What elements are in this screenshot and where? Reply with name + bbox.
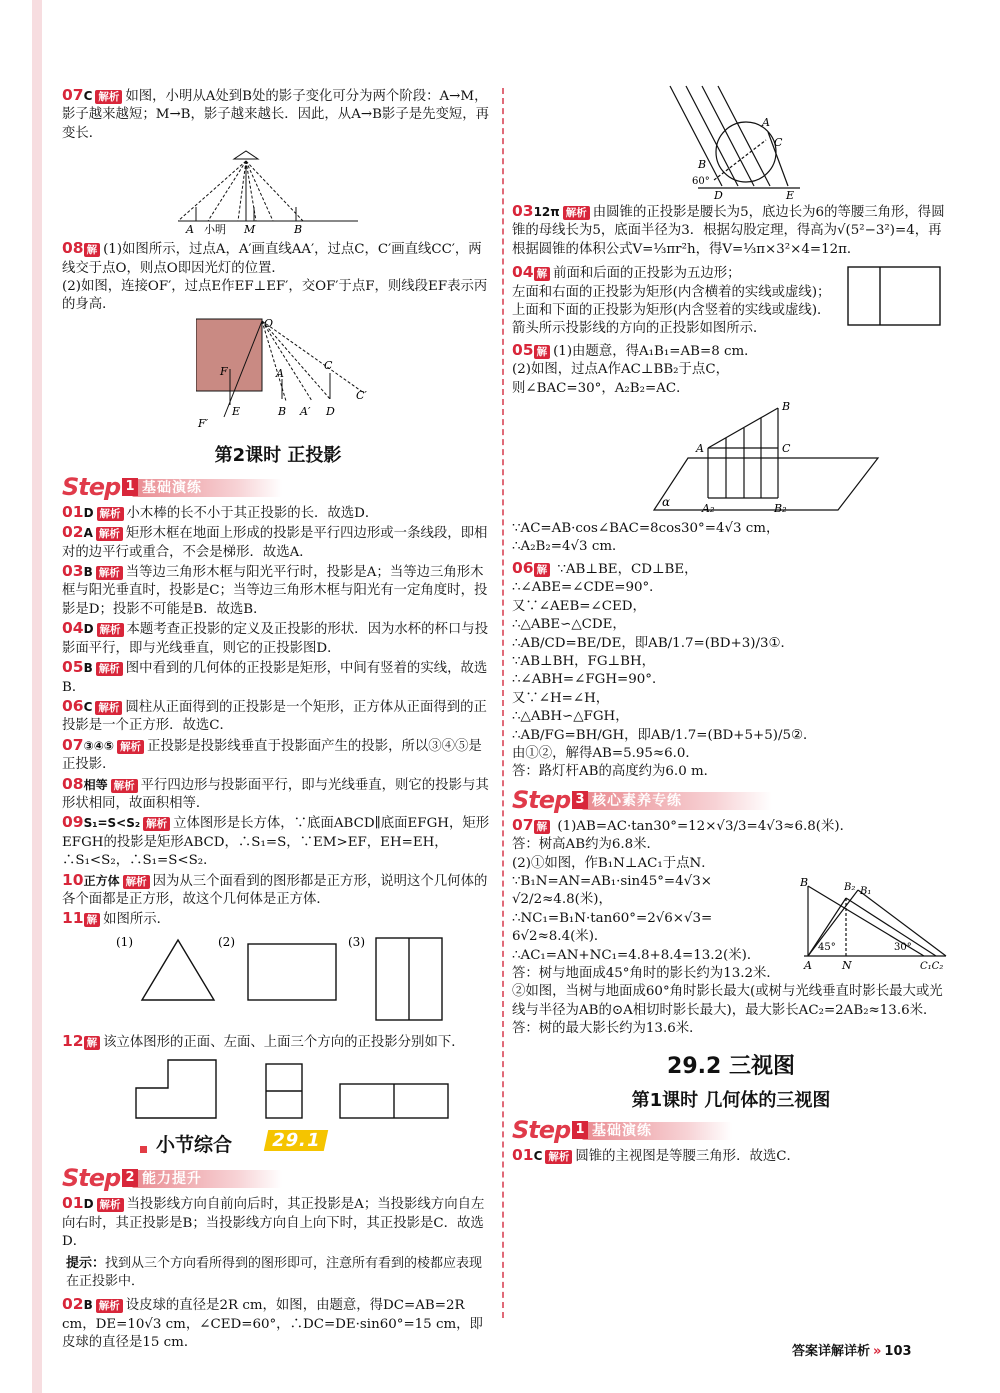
step2-items bbox=[62, 1194, 494, 1251]
item-tag: 解 bbox=[534, 820, 551, 834]
column-divider bbox=[502, 88, 504, 1318]
fig05-b2: B₂ bbox=[774, 502, 787, 516]
step1-items bbox=[62, 503, 494, 930]
section-title: 29.2 三视图 bbox=[667, 1053, 795, 1079]
item-r01 bbox=[512, 1146, 950, 1166]
step-word: Step bbox=[62, 472, 121, 501]
item-text: 立体图形是长方体，∵底面ABCD∥底面EFGH，矩形EFGH的投影是矩形ABCD，∴S₁=S，∵EM>EF，EH=EH，∴S₁<S₂，∴S₁=S<S₂． bbox=[62, 816, 490, 869]
item-number: 01 bbox=[62, 502, 84, 521]
r07-line: √2/2≈4.8(米)， bbox=[512, 892, 612, 908]
item-text: 由圆锥的正投影是腰长为5，底边长为6的等腰三角形，得圆锥的母线长为5，底面半径为3．根据勾股定理，得高为√(5²−3²)=4，再根据圆锥的体积公式V=⅓πr²h，得V=⅓π×3²×4=12π． bbox=[512, 205, 945, 257]
item-text: 当等边三角形木框与阳光平行时，投影是A；当等边三角形木框与阳光垂直时，投影是C；当等边三角形木框与阳光有一定角度时，投影是D；投影不可能是B．故选B． bbox=[62, 565, 488, 617]
figure-08-light bbox=[196, 317, 436, 429]
item-number: 05 bbox=[62, 658, 84, 677]
item-text: 设皮球的直径是2R cm，如图，由题意，得DC=AB=2R cm，DE=10√3 cm，∠CED=60°，∴DC=DE·sin60°=15 cm，即皮球的直径是15 cm． bbox=[62, 1298, 483, 1351]
r05-line-0: (1)由题意，得A₁B₁=AB=8 cm． bbox=[553, 343, 758, 359]
item-text: 正投影是投影线垂直于投影面产生的投影，所以③④⑤是正投影． bbox=[62, 738, 482, 773]
r05-line-2: 则∠BAC=30°，A₂B₂=AC． bbox=[512, 380, 690, 396]
r06-line: ∴AB/CD=BE/DE，即AB/1.7=(BD+3)/3①． bbox=[512, 635, 794, 651]
step-number: 1 bbox=[572, 1121, 588, 1139]
item-answer: C bbox=[533, 1148, 543, 1163]
fig07-label-a: A bbox=[186, 223, 194, 237]
item-tag: 解析 bbox=[95, 701, 122, 715]
item-number: 02 bbox=[62, 1295, 84, 1314]
item-answer: 相等 bbox=[83, 777, 108, 792]
fig08-d: D bbox=[326, 404, 335, 418]
r05-after-1: ∴A₂B₂=4√3 cm． bbox=[512, 539, 626, 555]
item-answer: D bbox=[83, 505, 94, 520]
item-r03 bbox=[512, 202, 950, 259]
step-2-banner bbox=[62, 1164, 494, 1193]
fig11-label-3: (3) bbox=[348, 934, 365, 949]
item-02 bbox=[62, 1295, 494, 1352]
item-number: 01 bbox=[512, 1145, 534, 1164]
item-r07-text bbox=[512, 816, 950, 1039]
item-number: 02 bbox=[62, 523, 84, 542]
list-item bbox=[62, 775, 494, 814]
fig07-label-person: 小明 bbox=[204, 223, 226, 237]
fig07r-c1c2: C₁C₂ bbox=[920, 960, 944, 972]
item-number: 07 bbox=[62, 86, 84, 104]
fig07r-n: N bbox=[842, 958, 852, 972]
fig02-angle: 60° bbox=[692, 176, 710, 187]
right-column bbox=[512, 88, 950, 1166]
item-text: 圆锥的主视图是等腰三角形．故选C． bbox=[575, 1148, 800, 1164]
left-column bbox=[62, 88, 494, 1353]
fig08-a: A bbox=[276, 366, 284, 380]
fig08-fp: F′ bbox=[198, 416, 209, 429]
item-answer: A bbox=[83, 526, 93, 541]
r06-line: 由①②，解得AB=5.95≈6.0． bbox=[512, 745, 699, 761]
item-r06 bbox=[512, 559, 950, 782]
r07-line: ∴AC₁=AN+NC₁=4.8+8.4=13.2(米)． bbox=[512, 947, 761, 963]
item-tag: 解析 bbox=[97, 623, 124, 637]
fig02-b: B bbox=[698, 158, 707, 171]
item-tag: 解 bbox=[534, 563, 551, 577]
item-tag: 解 bbox=[84, 913, 101, 927]
item-tag: 解析 bbox=[96, 566, 123, 580]
step-number: 3 bbox=[572, 791, 588, 809]
r07-line: (1)AB=AC·tan30°=12×√3/3=4√3≈6.8(米)． bbox=[557, 818, 854, 834]
section-summary bbox=[62, 1126, 494, 1160]
item-number: 06 bbox=[62, 696, 84, 715]
step-number: 1 bbox=[122, 478, 138, 496]
item-tag: 解析 bbox=[563, 206, 590, 220]
item-answer: ③④⑤ bbox=[83, 738, 115, 753]
item-answer: S₁=S<S₂ bbox=[83, 816, 141, 831]
step-label: 基础演练 bbox=[592, 1122, 652, 1139]
item-text: 圆柱从正面得到的正投影是一个矩形，正方体从正面得到的正投影是一个正方形．故选C． bbox=[62, 699, 487, 734]
item-text: 该立体图形的正面、左面、上面三个方向的正投影分别如下． bbox=[103, 1034, 465, 1050]
summary-code: 29.1 bbox=[264, 1130, 329, 1151]
r06-line: ∴∠ABE=∠CDE=90°． bbox=[512, 580, 663, 596]
item-tag: 解 bbox=[84, 243, 101, 257]
item-tag: 解析 bbox=[96, 662, 123, 676]
item-number: 06 bbox=[512, 558, 534, 577]
margin-bar bbox=[32, 0, 42, 1393]
step-label: 基础演练 bbox=[142, 479, 202, 496]
item-answer: C bbox=[83, 89, 93, 103]
r05-after-0: ∵AC=AB·cos∠BAC=8cos30°=4√3 cm， bbox=[512, 521, 780, 537]
figure-04-view bbox=[846, 265, 942, 327]
figure-11-projections bbox=[92, 934, 472, 1026]
page-number: 103 bbox=[884, 1344, 912, 1359]
fig11-label-2: (2) bbox=[218, 934, 235, 949]
footer-label: 答案详解详析 bbox=[792, 1344, 871, 1359]
step-number: 2 bbox=[122, 1169, 138, 1187]
item-answer: 12π bbox=[533, 205, 560, 219]
item-text: 图中看到的几何体的正投影是矩形，中间有竖着的实线，故选B． bbox=[62, 661, 488, 695]
item-number: 11 bbox=[62, 909, 84, 928]
list-item bbox=[62, 1194, 494, 1251]
item-tag: 解析 bbox=[96, 1299, 123, 1313]
r06-line: ∵AB⊥BE，CD⊥BE， bbox=[557, 561, 698, 577]
r04-line-3: 箭头所示投影线的方向的正投影如图所示． bbox=[512, 321, 767, 337]
fig07-label-b: B bbox=[294, 223, 303, 237]
item-answer: D bbox=[83, 1197, 94, 1212]
item-tag: 解 bbox=[84, 1036, 101, 1050]
fig05-a2: A₂ bbox=[702, 502, 715, 516]
fig02-a: A bbox=[762, 116, 770, 129]
item-text: 本题考查正投影的定义及正投影的形状．因为水杯的杯口与投影面平行，即与光线垂直，则它的正投影图D． bbox=[62, 622, 489, 656]
step-label: 能力提升 bbox=[142, 1171, 202, 1188]
page-footer bbox=[792, 1340, 912, 1359]
figure-02-ball bbox=[662, 82, 822, 200]
item-text-p1: (1)如图所示，过点A，A′画直线AA′，过点C，C′画直线CC′，两线交于点O，则点O即因光灯的位置． bbox=[62, 242, 482, 276]
item-number: 04 bbox=[512, 263, 534, 282]
r07-line: (2)①如图，作B₁N⊥AC₁于点N． bbox=[512, 855, 715, 871]
r07-line: 答：树与地面成45°角时的影长约为13.2米． bbox=[512, 966, 780, 981]
step-word: Step bbox=[62, 1164, 121, 1193]
figure-07-lamp bbox=[178, 149, 378, 237]
item-12 bbox=[62, 1032, 494, 1052]
fig05-c: C bbox=[782, 442, 791, 456]
item-text: 小木棒的长不小于其正投影的长．故选D． bbox=[126, 505, 379, 521]
r04-line-2: 上面和下面的正投影为矩形(内含竖着的实线或虚线)． bbox=[512, 303, 831, 319]
hint-label: 提示： bbox=[66, 1256, 106, 1272]
list-item bbox=[62, 736, 494, 775]
fig07r-b: B bbox=[800, 875, 809, 889]
r07-line: 答：树高AB约为6.8米． bbox=[512, 837, 660, 853]
fig05-a: A bbox=[696, 442, 704, 456]
item-number: 07 bbox=[62, 735, 84, 754]
item-tag: 解析 bbox=[123, 875, 150, 889]
item-answer: B bbox=[83, 661, 93, 676]
item-tag: 解析 bbox=[96, 527, 123, 541]
list-item bbox=[62, 523, 494, 562]
item-tag: 解析 bbox=[111, 779, 138, 793]
item-r04 bbox=[512, 263, 950, 339]
item-answer: D bbox=[83, 622, 94, 637]
fig07r-a45: 45° bbox=[818, 941, 836, 953]
r04-line-1: 左面和右面的正投影为矩形(内含横着的实线或虚线)； bbox=[512, 284, 831, 300]
list-item bbox=[62, 871, 494, 910]
item-r05 bbox=[512, 341, 950, 398]
r07-line: 答：树的最大影长约为13.6米． bbox=[512, 1021, 703, 1037]
step-word: Step bbox=[512, 1115, 571, 1144]
r07-line: ∵B₁N=AN=AB₁·sin45°=4√3× bbox=[512, 873, 712, 889]
list-item bbox=[62, 503, 494, 523]
fig02-e: E bbox=[786, 189, 795, 200]
list-item bbox=[62, 658, 494, 697]
fig07-label-m: M bbox=[244, 223, 256, 237]
r06-line: 答：路灯杆AB的高度约为6.0 m． bbox=[512, 764, 718, 780]
item-text: 当投影线方向自前向后时，其正投影是A；当投影线方向自左向右时，其正投影是B；当投影线方向自上向下时，其正投影是C．故选D． bbox=[62, 1197, 485, 1249]
item-number: 08 bbox=[62, 239, 84, 258]
r06-line: ∴∠ABH=∠FGH=90°． bbox=[512, 672, 666, 688]
step-label: 核心素养专练 bbox=[592, 792, 682, 809]
fig08-f: F bbox=[220, 364, 228, 378]
lesson-1-title: 第1课时 几何体的三视图 bbox=[631, 1089, 831, 1111]
r04-line-0: 前面和后面的正投影为五边形； bbox=[553, 266, 741, 282]
fig07r-b2: B₂ bbox=[844, 881, 856, 893]
step-3-banner bbox=[512, 785, 950, 814]
item-number: 12 bbox=[62, 1031, 84, 1050]
r06-line: ∴AB/FG=BH/GH，即AB/1.7=(BD+5+5)/5②． bbox=[512, 727, 817, 743]
item-text: 因为从三个面看到的图形都是正方形，说明这个几何体的各个面都是正方形，故这个几何体是正方体． bbox=[62, 873, 488, 907]
r07-line: ∴NC₁=B₁N·tan60°=2√6×√3= bbox=[512, 910, 713, 926]
item-tag: 解析 bbox=[97, 507, 124, 521]
item-number: 07 bbox=[512, 815, 534, 834]
fig08-b: B bbox=[278, 404, 287, 418]
item-tag: 解 bbox=[534, 267, 551, 281]
list-item bbox=[62, 697, 494, 736]
figure-05-plane bbox=[648, 402, 898, 518]
item-text-p2: (2)如图，连接OF′，过点E作EF⊥EF′，交OF′于点F，则线段EF表示丙的身高． bbox=[62, 279, 488, 313]
fig07r-b1: B₁ bbox=[860, 885, 872, 897]
r07-line: ②如图，当树与地面成60°角时影长最大(或树与光线垂直时影长最大或光线与半径为AB的⊙A相切时影长最大)，最大影长AC₂=2AB₂≈13.6米． bbox=[512, 984, 943, 1018]
item-number: 09 bbox=[62, 813, 84, 832]
fig08-c: C bbox=[324, 358, 333, 372]
item-tag: 解析 bbox=[97, 1198, 124, 1212]
fig07r-a: A bbox=[804, 958, 812, 972]
item-text: 矩形木框在地面上形成的投影是平行四边形或一条线段，即相对的边平行或重合，不会是梯形．故选A． bbox=[62, 526, 488, 560]
hint-text: 找到从三个方向看所得到的图形即可，注意所有看到的棱都应表现在正投影中． bbox=[66, 1256, 483, 1290]
fig05-b: B bbox=[782, 402, 791, 414]
item-number: 03 bbox=[62, 562, 84, 581]
item-answer: B bbox=[83, 565, 93, 580]
fig05-alpha: α bbox=[662, 495, 671, 510]
item-text: 如图所示． bbox=[103, 912, 171, 928]
r06-line: ∴△ABE∽△CDE， bbox=[512, 617, 626, 633]
item-answer: C bbox=[83, 699, 93, 714]
r05-line-1: (2)如图，过点A作AC⊥BB₂于点C， bbox=[512, 362, 729, 378]
r06-line: 又∵∠H=∠H， bbox=[512, 690, 610, 706]
item-tag: 解析 bbox=[117, 740, 144, 754]
item-number: 10 bbox=[62, 870, 84, 889]
step-1-banner bbox=[62, 472, 494, 501]
fig08-cp: C′ bbox=[356, 388, 367, 402]
item-08 bbox=[62, 239, 494, 315]
item-number: 04 bbox=[62, 619, 84, 638]
fig11-label-1: (1) bbox=[116, 934, 133, 949]
list-item bbox=[62, 813, 494, 870]
item-text: 如图，小明从A处到B处的影子变化可分为两个阶段：A→M，影子越来越短；M→B，影子越来越长．因此，从A→B影子是先变短，再变长． bbox=[62, 89, 490, 141]
item-r04-text bbox=[512, 263, 832, 339]
item-tag: 解析 bbox=[95, 90, 122, 104]
summary-bullet bbox=[140, 1146, 147, 1153]
item-r07 bbox=[512, 816, 950, 1039]
r06-line: ∴△ABH∽△FGH， bbox=[512, 709, 629, 725]
item-tag: 解析 bbox=[545, 1150, 572, 1164]
item-number: 01 bbox=[62, 1194, 84, 1213]
fig08-ap: A′ bbox=[300, 404, 311, 418]
footer-arrows-icon: » bbox=[873, 1344, 882, 1359]
item-tag: 解析 bbox=[143, 817, 170, 831]
fig07r-a30: 30° bbox=[894, 941, 912, 953]
item-answer: 正方体 bbox=[83, 873, 120, 888]
r06-line: 又∵∠AEB=∠CED， bbox=[512, 598, 646, 614]
item-answer: B bbox=[83, 1298, 93, 1313]
item-number: 08 bbox=[62, 774, 84, 793]
lesson-2-title: 第2课时 正投影 bbox=[214, 444, 342, 466]
fig08-o: O bbox=[264, 316, 274, 330]
fig02-d: D bbox=[714, 189, 723, 200]
r06-line: ∵AB⊥BH，FG⊥BH， bbox=[512, 653, 656, 669]
fig08-e: E bbox=[232, 404, 241, 418]
list-item bbox=[62, 562, 494, 619]
figure-12-views bbox=[132, 1056, 492, 1120]
hint bbox=[66, 1255, 494, 1291]
list-item bbox=[62, 619, 494, 658]
list-item bbox=[62, 909, 494, 929]
r07-line: 6√2≈8.4(米)． bbox=[512, 929, 608, 945]
step-word: Step bbox=[512, 785, 571, 814]
item-number: 05 bbox=[512, 340, 534, 359]
item-text: 平行四边形与投影面平行，即与光线垂直，则它的投影与其形状相同，故面积相等． bbox=[62, 777, 489, 811]
fig02-c: C bbox=[774, 136, 783, 149]
step-4-banner bbox=[512, 1115, 950, 1144]
summary-title: 小节综合 bbox=[156, 1134, 233, 1157]
item-r05-after bbox=[512, 520, 950, 557]
item-07 bbox=[62, 86, 494, 143]
item-number: 03 bbox=[512, 202, 534, 220]
item-tag: 解 bbox=[534, 345, 551, 359]
